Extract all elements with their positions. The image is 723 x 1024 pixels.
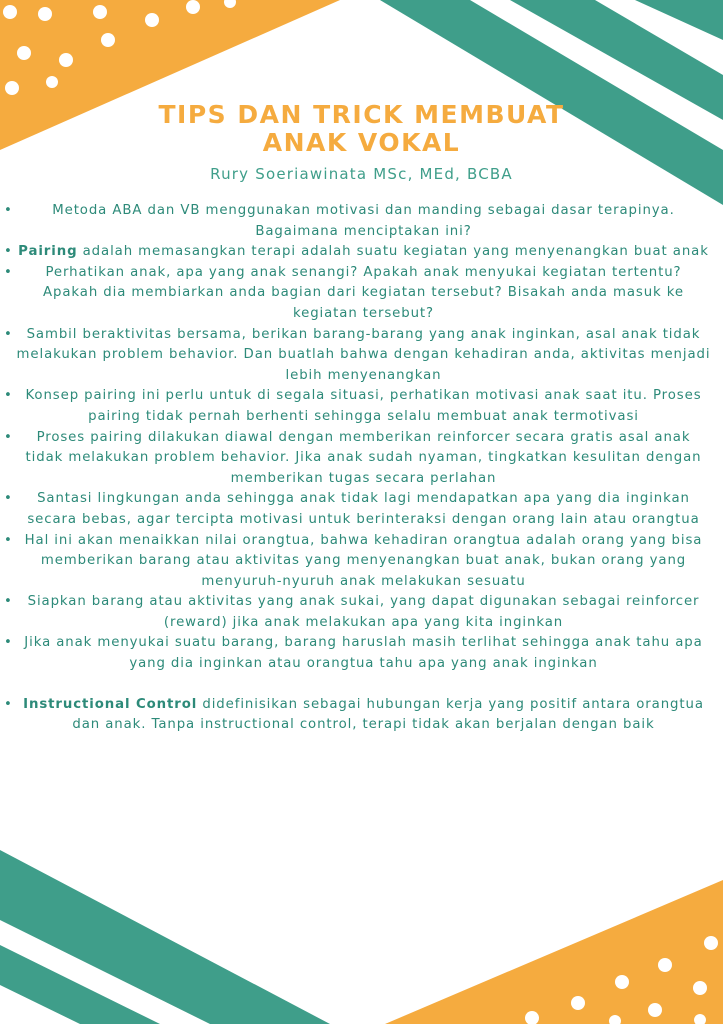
tip-text: adalah memasangkan terapi adalah suatu kegiatan yang menyenangkan buat anak [77,244,709,260]
tip-text: didefinisikan sebagai hubungan kerja yang positif antara orangtua dan anak. Tanpa instructional control, terapi tidak akan berjalan dengan baik [72,696,704,733]
bullet-icon: • [4,203,13,218]
tip-text: Hal ini akan menaikkan nilai orangtua, bahwa kehadiran orangtua adalah orang yang bisa memberikan barang atau aktivitas yang menyenangkan buat anak, bukan orang yang menyuruh-nyuruh anak melakukan sesuatu [24,532,703,589]
tip-bold-term: Pairing [18,244,78,260]
bullet-icon: • [4,388,13,404]
tip-text: Sambil beraktivitas bersama, berikan barang-barang yang anak inginkan, asal anak tidak melakukan problem behavior. Dan buatlah bahwa dengan kehadiran anda, aktivitas menjadi lebih menyenangkan [16,326,711,383]
bullet-icon: • [4,244,13,260]
bullet-icon: • [4,429,13,445]
list-item [0,428,723,490]
tip-text: Jika anak menyukai suatu barang, barang haruslah masih terlihat sehingga anak tahu apa yang dia inginkan atau orangtua tahu apa yang anak inginkan [24,635,703,672]
list-item [0,592,723,633]
tip-text: Konsep pairing ini perlu untuk di segala situasi, perhatikan motivasi anak saat itu. Proses pairing tidak pernah berhenti sehingga selalu membuat anak termotivasi [25,388,702,424]
bullet-icon: • [4,696,13,712]
tip-text: Santasi lingkungan anda sehingga anak tidak lagi mendapatkan apa yang dia inginkan secara bebas, agar tercipta motivasi untuk berinteraksi dengan orang lain atau orangtua [27,491,700,527]
tip-text: Perhatikan anak, apa yang anak senangi? Apakah anak menyukai kegiatan tertentu? Apakah dia membiarkan anda bagian dari kegiatan tersebut? Bisakah anda masuk ke kegiatan tersebut? [43,264,684,321]
bullet-icon: • [4,326,13,342]
page-title-line-2: ANAK VOKAL [262,128,461,157]
bullet-icon: • [4,532,13,548]
tip-text: Metoda ABA dan VB menggunakan motivasi dan manding sebagai dasar terapinya. Bagaimana menciptakan ini? [52,203,675,239]
bullet-icon: • [4,264,13,280]
bullet-icon: • [4,594,13,610]
list-item [0,695,723,736]
list-item [0,242,723,263]
tips-list [0,201,723,736]
list-item [0,386,723,427]
list-item [0,633,723,674]
list-item [0,489,723,530]
list-item [0,531,723,593]
tip-bold-term: Instructional Control [23,696,198,712]
tip-text: Siapkan barang atau aktivitas yang anak sukai, yang dapat digunakan sebagai reinforcer (reward) jika anak melakukan apa yang kita inginkan [27,594,700,630]
page-title-line-1: TIPS DAN TRICK MEMBUAT [158,100,565,129]
author-name: Rury Soeriawinata MSc, MEd, BCBA [210,165,513,183]
list-item [0,263,723,325]
tip-text: Proses pairing dilakukan diawal dengan memberikan reinforcer secara gratis asal anak tidak melakukan problem behavior. Jika anak sudah nyaman, tingkatkan kesulitan dengan memberikan tugas secara perlahan [25,429,702,486]
bullet-icon: • [4,635,13,651]
bullet-icon: • [4,491,13,507]
list-item [0,325,723,387]
list-item [0,201,723,242]
